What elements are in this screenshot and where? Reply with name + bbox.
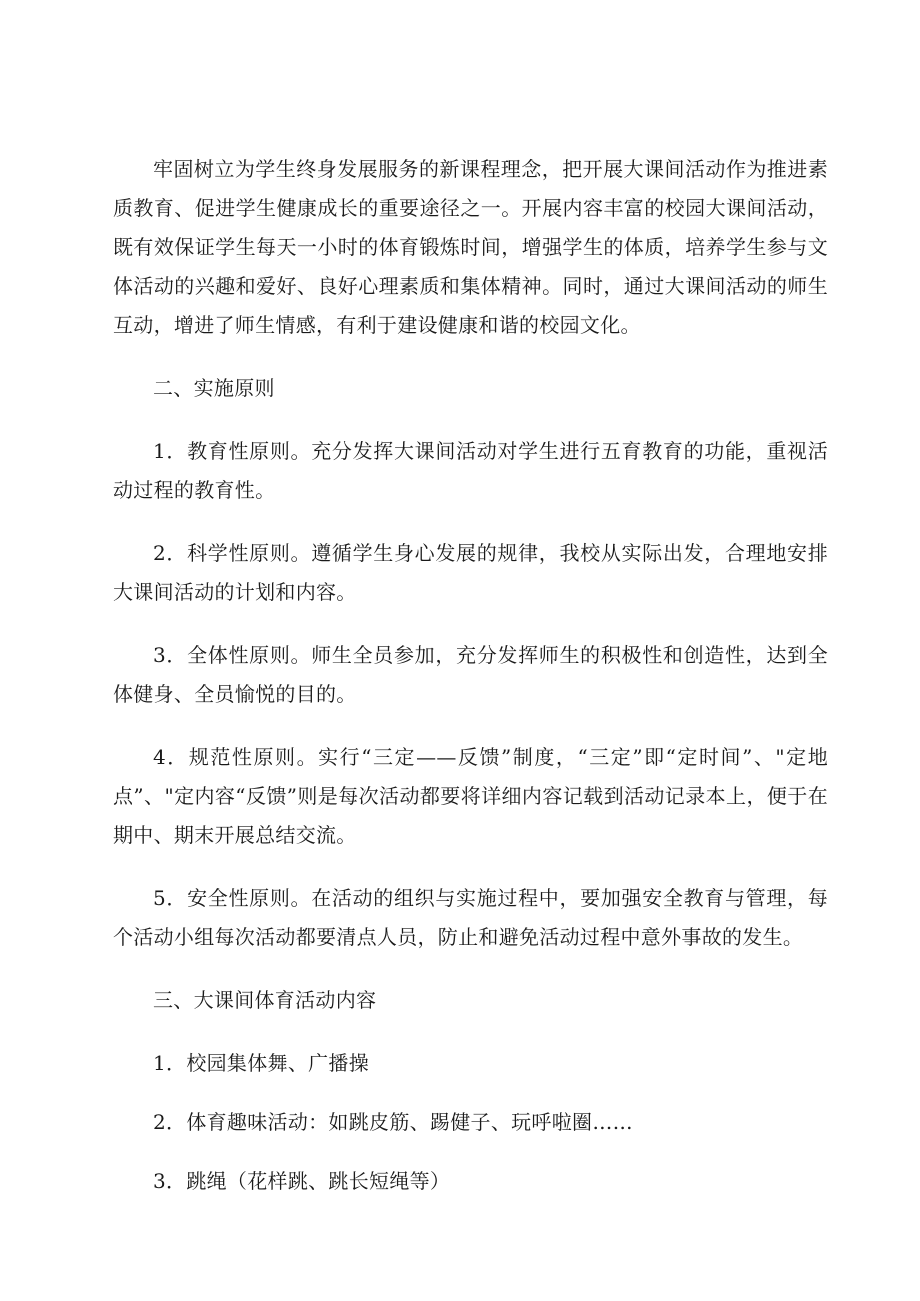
intro-paragraph: 牢固树立为学生终身发展服务的新课程理念，把开展大课间活动作为推进素质教育、促进学生健康成长的重要途径之一。开展内容丰富的校园大课间活动，既有效保证学生每天一小时的体育锻炼时间，增强学生的体质，培养学生参与文体活动的兴趣和爱好、良好心理素质和集体精神。同时，通过大课间活动的师生互动，增进了师生情感，有利于建设健康和谐的校园文化。: [113, 157, 828, 337]
document-body: [113, 150, 828, 1201]
principle-standardized: 4．规范性原则。实行“三定——反馈”制度，“三定”即“定时间”、"定地点”、"定内容“反馈”则是每次活动都要将详细内容记载到活动记录本上，便于在期中、期末开展总结交流。: [113, 745, 828, 847]
activity-item-3: 3．跳绳（花样跳、跳长短绳等）: [153, 1169, 451, 1193]
activity-item-1: 1．校园集体舞、广播操: [153, 1051, 370, 1075]
principle-educational: 1．教育性原则。充分发挥大课间活动对学生进行五育教育的功能，重视活动过程的教育性。: [113, 439, 828, 502]
section-heading-principles: 二、实施原则: [153, 376, 275, 400]
activity-item-2: 2．体育趣味活动：如跳皮筋、踢健子、玩呼啦圈……: [153, 1110, 633, 1134]
principle-inclusive: 3．全体性原则。师生全员参加，充分发挥师生的积极性和创造性，达到全体健身、全员愉悦的目的。: [113, 643, 828, 706]
principle-scientific: 2．科学性原则。遵循学生身心发展的规律，我校从实际出发，合理地安排大课间活动的计划和内容。: [113, 541, 828, 604]
section-heading-activities: 三、大课间体育活动内容: [153, 988, 377, 1012]
principle-safety: 5．安全性原则。在活动的组织与实施过程中，要加强安全教育与管理，每个活动小组每次活动都要清点人员，防止和避免活动过程中意外事故的发生。: [113, 886, 828, 949]
